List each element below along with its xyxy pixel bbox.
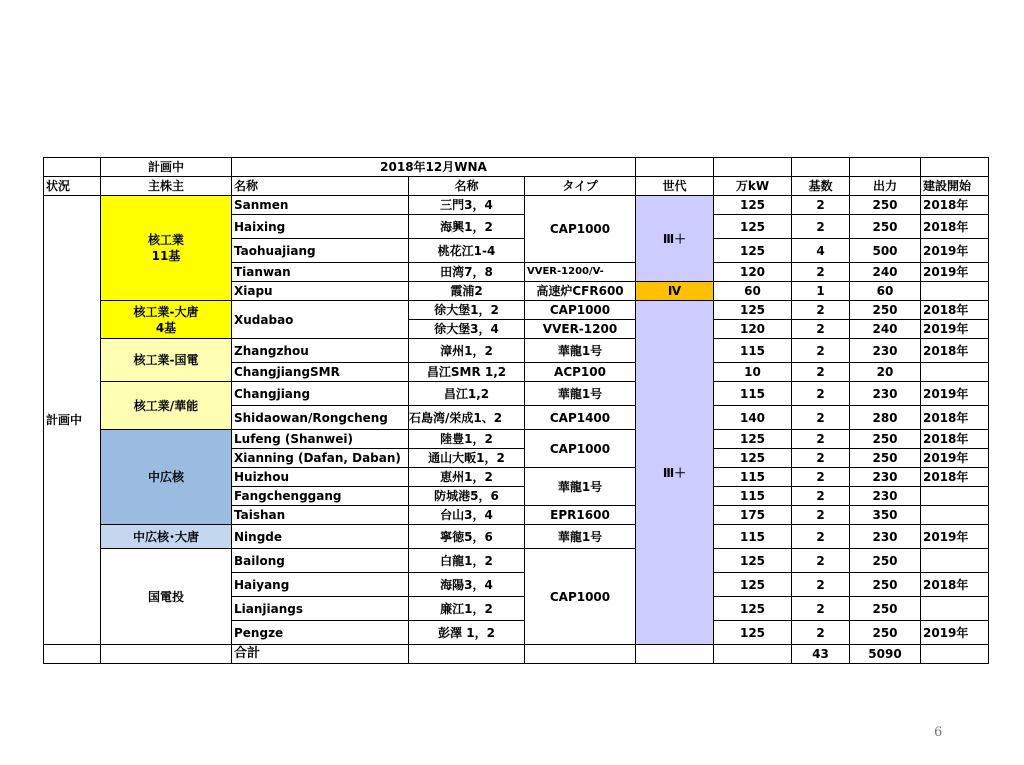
- output-cell: 250: [850, 430, 921, 449]
- kw-cell: 115: [714, 487, 792, 506]
- kw-cell: 120: [714, 320, 792, 339]
- output-cell: 280: [850, 406, 921, 430]
- plant-name: Taishan: [232, 506, 409, 525]
- total-units: 43: [792, 645, 850, 664]
- plant-name-jp: 石島湾/栄成1、2: [409, 406, 525, 430]
- start-cell: 2018年: [921, 468, 989, 487]
- reactor-type: 華龍1号: [525, 382, 636, 406]
- plant-name: Zhangzhou: [232, 339, 409, 363]
- output-cell: 250: [850, 573, 921, 597]
- kw-cell: 125: [714, 449, 792, 468]
- table-row: [44, 549, 989, 573]
- output-cell: 240: [850, 263, 921, 282]
- units-cell: 2: [792, 573, 850, 597]
- start-cell: [921, 282, 989, 301]
- plant-name-jp: 台山3，4: [409, 506, 525, 525]
- table-header-row-top: [44, 158, 989, 177]
- table-row: [44, 339, 989, 363]
- group-cell: 核工業/華能: [101, 382, 232, 430]
- start-cell: 2019年: [921, 621, 989, 645]
- output-cell: 230: [850, 487, 921, 506]
- group-cell: 中広核: [101, 430, 232, 525]
- plant-name-jp: 白龍1，2: [409, 549, 525, 573]
- kw-cell: 125: [714, 215, 792, 239]
- start-cell: [921, 597, 989, 621]
- output-cell: 250: [850, 301, 921, 320]
- plant-name: Haiyang: [232, 573, 409, 597]
- plant-name: Fangchenggang: [232, 487, 409, 506]
- units-cell: 2: [792, 382, 850, 406]
- output-cell: 60: [850, 282, 921, 301]
- output-header: 出力: [850, 177, 921, 196]
- plant-name: Ningde: [232, 525, 409, 549]
- plant-name-jp: 彭澤 1，2: [409, 621, 525, 645]
- output-cell: 250: [850, 449, 921, 468]
- units-cell: 2: [792, 215, 850, 239]
- output-cell: 240: [850, 320, 921, 339]
- plant-name: Sanmen: [232, 196, 409, 215]
- units-cell: 2: [792, 406, 850, 430]
- units-cell: 2: [792, 363, 850, 382]
- plant-name: Xudabao: [232, 301, 409, 339]
- start-cell: 2018年: [921, 196, 989, 215]
- kw-cell: 125: [714, 301, 792, 320]
- total-output: 5090: [850, 645, 921, 664]
- plant-name-jp: 昌江SMR 1,2: [409, 363, 525, 382]
- plant-name: Xiapu: [232, 282, 409, 301]
- name-header: 名称: [232, 177, 409, 196]
- kw-cell: 125: [714, 549, 792, 573]
- output-cell: 230: [850, 468, 921, 487]
- plant-name-jp: 徐大堡3，4: [409, 320, 525, 339]
- group-cell: 核工業-国電: [101, 339, 232, 382]
- kw-cell: 125: [714, 239, 792, 263]
- reactor-type: CAP1000: [525, 301, 636, 320]
- plant-name-jp: 徐大堡1，2: [409, 301, 525, 320]
- plant-name-jp: 桃花江1-4: [409, 239, 525, 263]
- kw-cell: 125: [714, 430, 792, 449]
- kw-cell: 115: [714, 382, 792, 406]
- table-row: [44, 525, 989, 549]
- start-cell: 2019年: [921, 239, 989, 263]
- units-cell: 2: [792, 468, 850, 487]
- start-cell: 2019年: [921, 263, 989, 282]
- output-cell: 250: [850, 196, 921, 215]
- output-cell: 20: [850, 363, 921, 382]
- start-cell: 2018年: [921, 215, 989, 239]
- reactor-type: EPR1600: [525, 506, 636, 525]
- kw-cell: 140: [714, 406, 792, 430]
- start-cell: 2019年: [921, 320, 989, 339]
- start-cell: 2019年: [921, 449, 989, 468]
- shareholder-header: 主株主: [101, 177, 232, 196]
- plant-name-jp: 通山大畈1，2: [409, 449, 525, 468]
- plant-name-jp: 三門3，4: [409, 196, 525, 215]
- generation-header: 世代: [636, 177, 714, 196]
- start-cell: [921, 487, 989, 506]
- unit-kw-header: 万kW: [714, 177, 792, 196]
- plant-name: Pengze: [232, 621, 409, 645]
- units-cell: 1: [792, 282, 850, 301]
- reactor-type: CAP1000: [525, 430, 636, 468]
- plant-name-jp: 寧徳5，6: [409, 525, 525, 549]
- start-cell: 2018年: [921, 573, 989, 597]
- plant-name: Shidaowan/Rongcheng: [232, 406, 409, 430]
- plant-name: Xianning (Dafan, Daban): [232, 449, 409, 468]
- kw-cell: 115: [714, 339, 792, 363]
- total-row: [44, 645, 989, 664]
- plant-name: Lufeng (Shanwei): [232, 430, 409, 449]
- plant-name-jp: 恵州1，2: [409, 468, 525, 487]
- reactor-type: 華龍1号: [525, 339, 636, 363]
- reactor-type: 華龍1号: [525, 468, 636, 506]
- plant-name-jp: 漳州1，2: [409, 339, 525, 363]
- plant-name-jp: 田湾7，8: [409, 263, 525, 282]
- status-header: 状況: [44, 177, 101, 196]
- output-cell: 350: [850, 506, 921, 525]
- units-cell: 4: [792, 239, 850, 263]
- nuclear-plan-table: [43, 157, 989, 664]
- generation-cell: Ⅲ＋: [636, 196, 714, 282]
- start-cell: 2018年: [921, 339, 989, 363]
- kw-cell: 115: [714, 525, 792, 549]
- start-header: 建設開始: [921, 177, 989, 196]
- plant-name: Lianjiangs: [232, 597, 409, 621]
- type-header: タイプ: [525, 177, 636, 196]
- total-label: 合計: [232, 645, 409, 664]
- table-row: [44, 301, 989, 320]
- plant-name: Taohuajiang: [232, 239, 409, 263]
- output-cell: 230: [850, 382, 921, 406]
- kw-cell: 125: [714, 573, 792, 597]
- plant-name-jp: 昌江1,2: [409, 382, 525, 406]
- output-cell: 250: [850, 549, 921, 573]
- kw-cell: 60: [714, 282, 792, 301]
- plant-name: Tianwan: [232, 263, 409, 282]
- kw-cell: 10: [714, 363, 792, 382]
- table-header-row: [44, 177, 989, 196]
- output-cell: 250: [850, 621, 921, 645]
- reactor-type: CAP1000: [525, 549, 636, 645]
- plant-name: Haixing: [232, 215, 409, 239]
- kw-cell: 115: [714, 468, 792, 487]
- start-cell: 2018年: [921, 406, 989, 430]
- plant-name-jp: 廉江1，2: [409, 597, 525, 621]
- page-number: 6: [934, 725, 943, 740]
- plant-name-jp: 海興1，2: [409, 215, 525, 239]
- group-cell: 核工業-大唐 4基: [101, 301, 232, 339]
- units-cell: 2: [792, 506, 850, 525]
- units-cell: 2: [792, 301, 850, 320]
- start-cell: [921, 506, 989, 525]
- plant-name: Huizhou: [232, 468, 409, 487]
- kw-cell: 120: [714, 263, 792, 282]
- status-cell: 計画中: [44, 196, 101, 645]
- units-cell: 2: [792, 621, 850, 645]
- output-cell: 230: [850, 525, 921, 549]
- output-cell: 250: [850, 597, 921, 621]
- generation-cell: Ⅳ: [636, 282, 714, 301]
- table-row: [44, 382, 989, 406]
- start-cell: [921, 549, 989, 573]
- reactor-type: 高速炉CFR600: [525, 282, 636, 301]
- plant-name: ChangjiangSMR: [232, 363, 409, 382]
- plant-name-jp: 防城港5，6: [409, 487, 525, 506]
- units-cell: 2: [792, 549, 850, 573]
- units-cell: 2: [792, 263, 850, 282]
- plant-name-jp: 海陽3，4: [409, 573, 525, 597]
- units-cell: 2: [792, 487, 850, 506]
- reactor-type: CAP1000: [525, 196, 636, 263]
- wna-header: 2018年12月WNA: [232, 158, 636, 177]
- plant-name-jp: 陸豊1，2: [409, 430, 525, 449]
- plant-name: Bailong: [232, 549, 409, 573]
- kw-cell: 125: [714, 597, 792, 621]
- output-cell: 250: [850, 215, 921, 239]
- start-cell: 2019年: [921, 382, 989, 406]
- kw-cell: 125: [714, 621, 792, 645]
- group-cell: 核工業 11基: [101, 196, 232, 301]
- units-cell: 2: [792, 196, 850, 215]
- start-cell: [921, 363, 989, 382]
- units-cell: 2: [792, 525, 850, 549]
- table-row: [44, 196, 989, 215]
- reactor-type: ACP100: [525, 363, 636, 382]
- units-cell: 2: [792, 597, 850, 621]
- units-cell: 2: [792, 320, 850, 339]
- kw-cell: 125: [714, 196, 792, 215]
- start-cell: 2018年: [921, 430, 989, 449]
- start-cell: 2019年: [921, 525, 989, 549]
- reactor-type: 華龍1号: [525, 525, 636, 549]
- units-cell: 2: [792, 449, 850, 468]
- plant-name: Changjiang: [232, 382, 409, 406]
- kw-cell: 175: [714, 506, 792, 525]
- start-cell: 2018年: [921, 301, 989, 320]
- planned-header: 計画中: [101, 158, 232, 177]
- units-cell: 2: [792, 339, 850, 363]
- reactor-type: VVER-1200: [525, 320, 636, 339]
- units-cell: 2: [792, 430, 850, 449]
- generation-cell: Ⅲ＋: [636, 301, 714, 645]
- group-cell: 中広核･大唐: [101, 525, 232, 549]
- reactor-type: CAP1400: [525, 406, 636, 430]
- unit-count-header: 基数: [792, 177, 850, 196]
- plant-name-jp: 霞浦2: [409, 282, 525, 301]
- table-row: [44, 430, 989, 449]
- group-cell: 国電投: [101, 549, 232, 645]
- output-cell: 230: [850, 339, 921, 363]
- reactor-type: VVER-1200/V-: [525, 263, 636, 282]
- name-jp-header: 名称: [409, 177, 525, 196]
- output-cell: 500: [850, 239, 921, 263]
